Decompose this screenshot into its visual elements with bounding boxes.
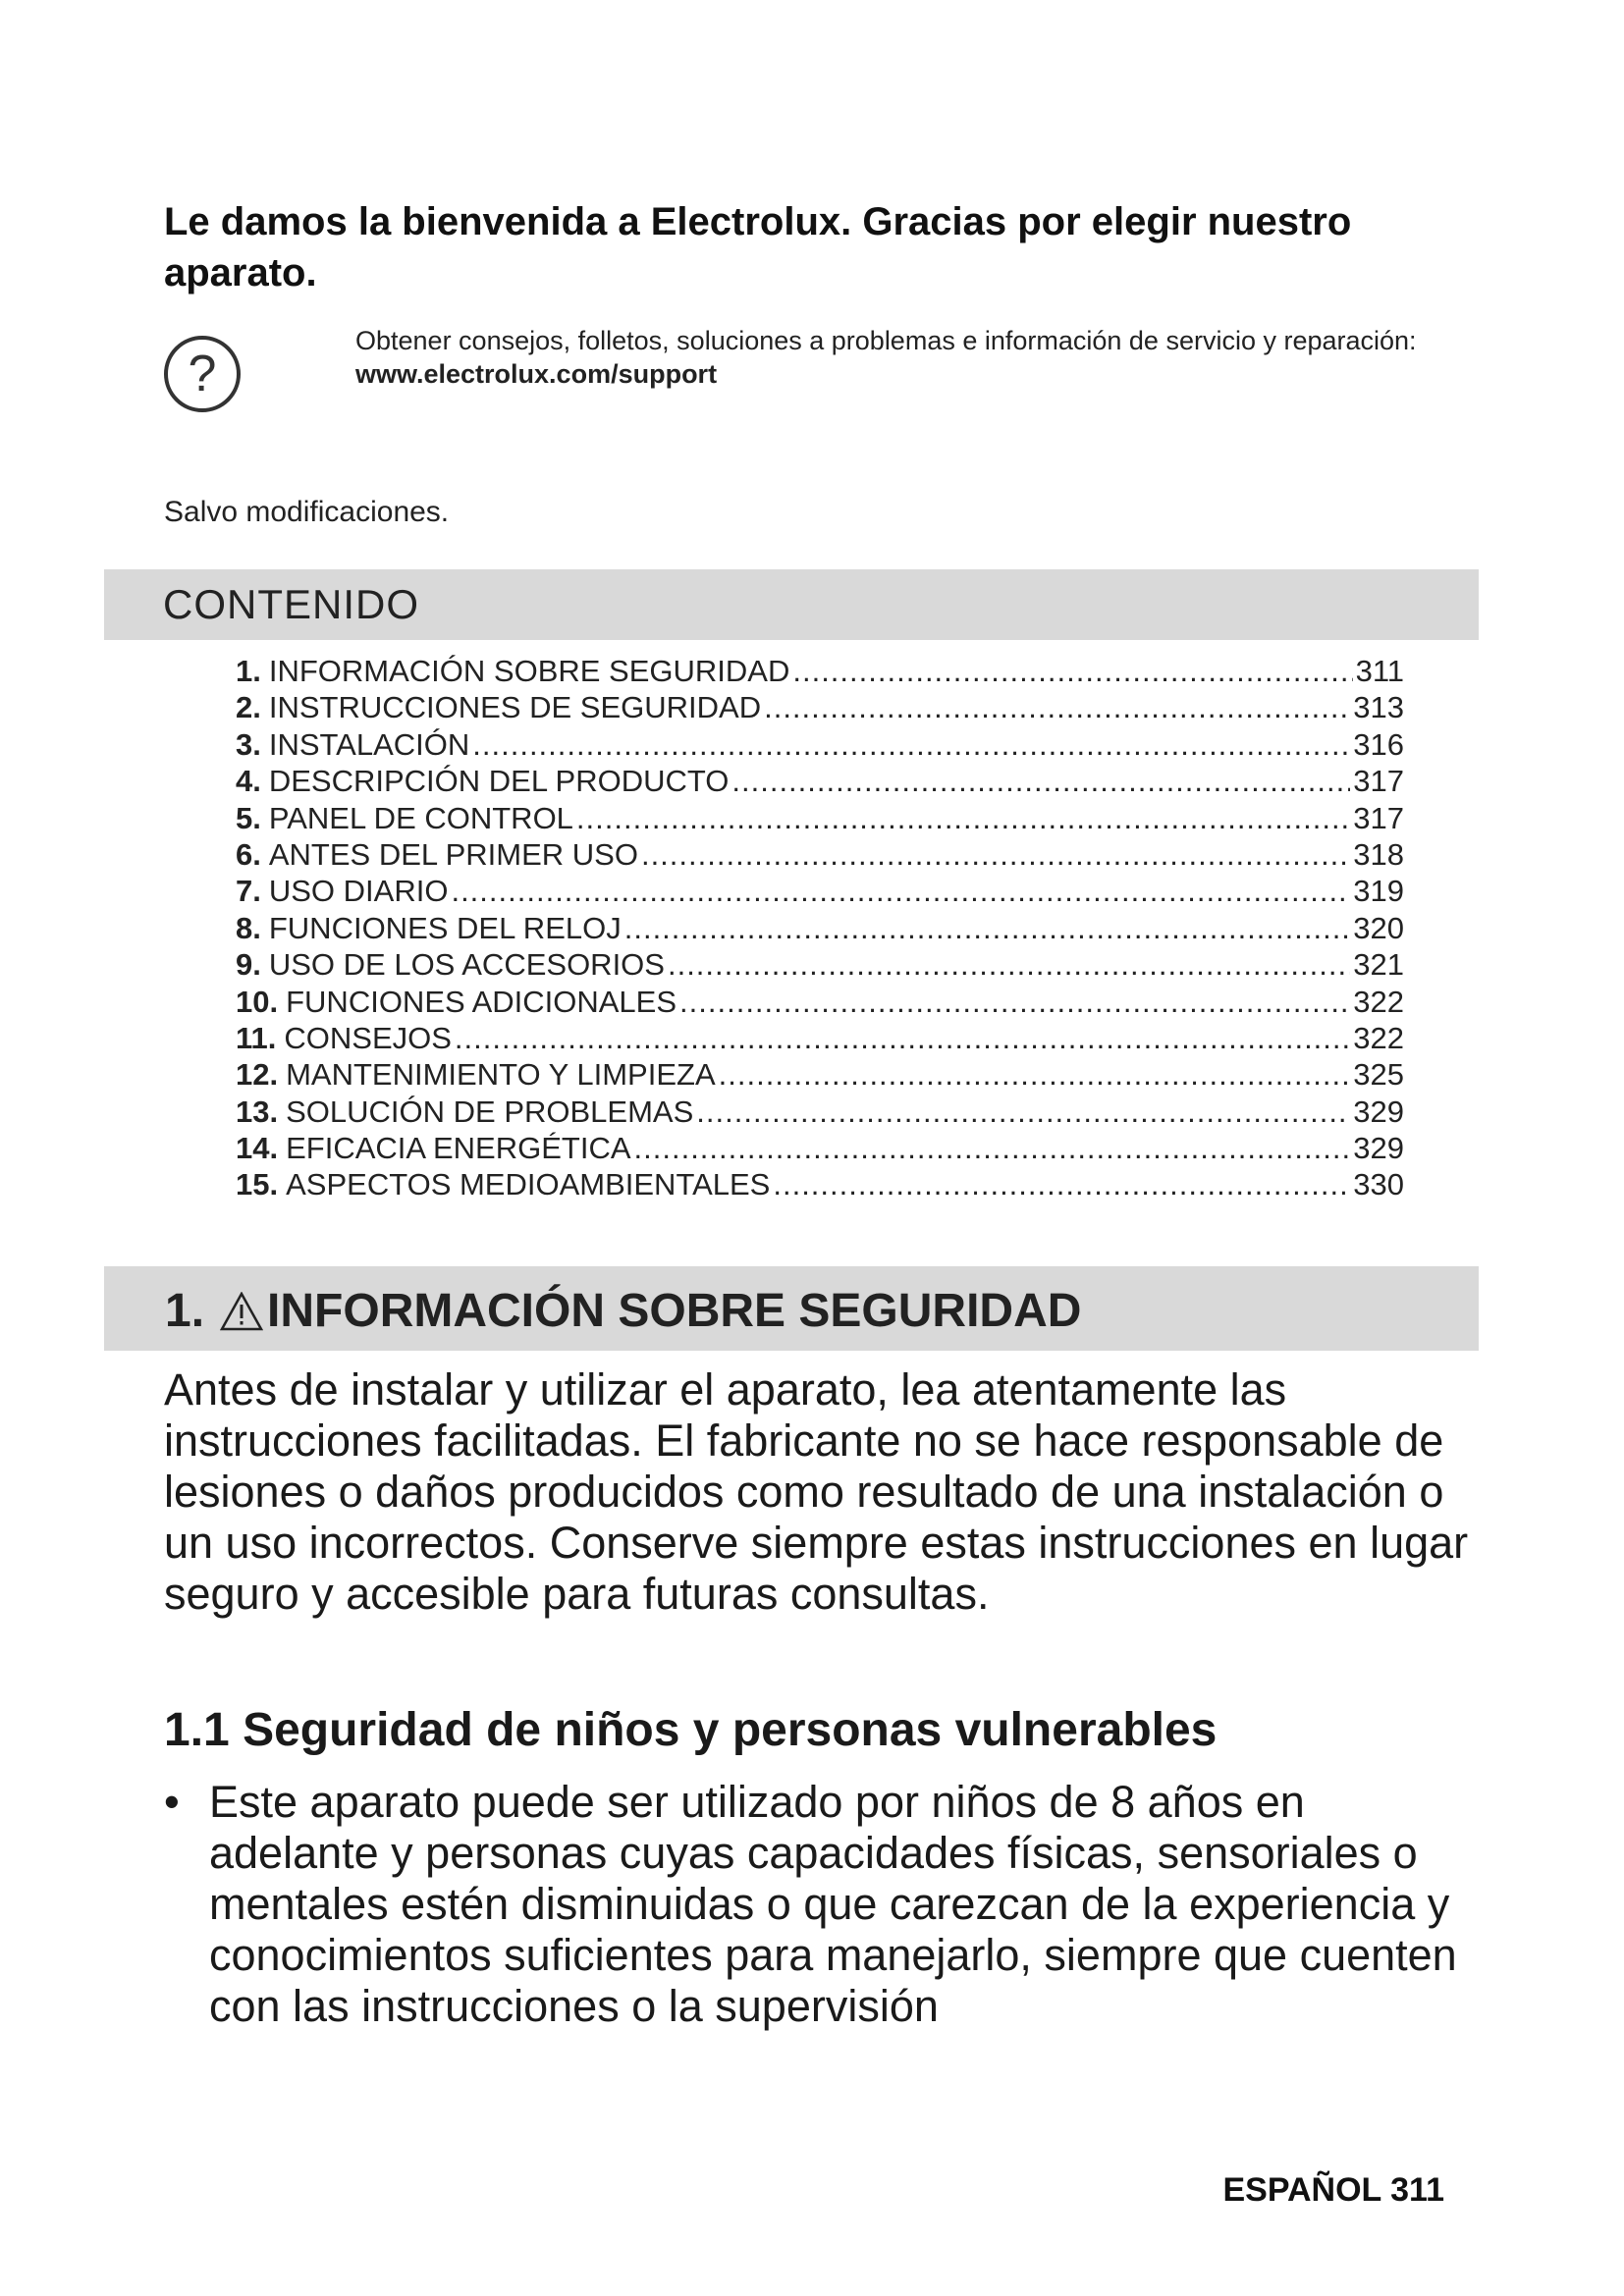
toc-leader-dots	[668, 946, 1350, 983]
toc-leader-dots	[792, 653, 1352, 689]
toc-entry-number: 1.	[236, 654, 261, 688]
toc-entry-label: FUNCIONES ADICIONALES	[286, 984, 677, 1019]
section-header-bar	[104, 1266, 1479, 1351]
toc-leader-dots	[624, 910, 1351, 946]
toc-leader-dots	[764, 689, 1350, 725]
toc-entry-page: 329	[1353, 1131, 1404, 1166]
toc-entry-page: 329	[1353, 1094, 1404, 1129]
toc-entry-number: 9.	[236, 947, 261, 983]
toc-leader-dots	[679, 984, 1350, 1020]
subject-to-change-note: Salvo modificaciones.	[164, 496, 450, 528]
section-title	[165, 1284, 1081, 1338]
toc-entry-label: INSTRUCCIONES DE SEGURIDAD	[268, 690, 762, 725]
toc-entry[interactable]	[236, 836, 1404, 873]
toc-entry-number: 2.	[236, 690, 261, 725]
contents-title: CONTENIDO	[163, 581, 419, 627]
toc-entry[interactable]	[236, 946, 1404, 983]
toc-entry-page: 313	[1353, 690, 1404, 725]
toc-entry[interactable]	[236, 1056, 1404, 1093]
toc-entry-label: USO DE LOS ACCESORIOS	[268, 947, 665, 983]
toc-entry-number: 12.	[236, 1057, 279, 1093]
toc-entry-label: INSTALACIÓN	[268, 726, 470, 762]
toc-entry-label: EFICACIA ENERGÉTICA	[286, 1131, 631, 1166]
toc-entry-page: 317	[1353, 764, 1404, 799]
toc-entry-page: 316	[1353, 726, 1404, 762]
toc-entry-number: 14.	[236, 1131, 279, 1166]
toc-entry-page: 311	[1355, 654, 1404, 688]
support-block	[164, 324, 1440, 442]
toc-leader-dots	[576, 800, 1350, 836]
contents-header-bar	[104, 569, 1479, 640]
help-icon: ?	[164, 336, 241, 412]
toc-leader-dots	[731, 763, 1350, 799]
support-description: Obtener consejos, folletos, soluciones a problemas e información de servicio y reparación:	[355, 326, 1417, 355]
toc-entry-number: 13.	[236, 1094, 279, 1129]
toc-leader-dots	[634, 1130, 1351, 1166]
toc-entry-number: 4.	[236, 764, 261, 799]
toc-entry-number: 15.	[236, 1167, 279, 1202]
toc-entry[interactable]	[236, 1094, 1404, 1130]
toc-entry-page: 322	[1353, 1020, 1404, 1055]
toc-entry[interactable]	[236, 689, 1404, 725]
toc-entry-page: 318	[1353, 836, 1404, 872]
toc-entry-label: SOLUCIÓN DE PROBLEMAS	[286, 1094, 694, 1129]
toc-entry-number: 8.	[236, 910, 261, 945]
toc-entry[interactable]	[236, 726, 1404, 763]
toc-entry[interactable]	[236, 1020, 1404, 1056]
toc-entry-label: CONSEJOS	[284, 1020, 452, 1055]
toc-entry-number: 7.	[236, 874, 261, 909]
toc-leader-dots	[696, 1094, 1350, 1130]
toc-entry[interactable]	[236, 763, 1404, 799]
toc-entry[interactable]	[236, 910, 1404, 946]
toc-entry-label: DESCRIPCIÓN DEL PRODUCTO	[268, 764, 730, 799]
toc-entry-label: ASPECTOS MEDIOAMBIENTALES	[286, 1167, 771, 1202]
section-title-text: INFORMACIÓN SOBRE SEGURIDAD	[267, 1285, 1082, 1337]
toc-leader-dots	[455, 1020, 1350, 1056]
toc-entry[interactable]	[236, 1166, 1404, 1202]
welcome-heading: Le damos la bienvenida a Electrolux. Gracias por elegir nuestro aparato.	[164, 200, 1352, 294]
toc-entry-label: USO DIARIO	[268, 874, 449, 909]
toc-entry[interactable]	[236, 1130, 1404, 1166]
toc-entry-page: 320	[1353, 910, 1404, 945]
toc-entry-label: PANEL DE CONTROL	[268, 800, 573, 835]
toc-leader-dots	[719, 1056, 1351, 1093]
toc-entry[interactable]	[236, 984, 1404, 1020]
bullet-text: Este aparato puede ser utilizado por niños de 8 años en adelante y personas cuyas capacidades físicas, sensoriales o mentales estén disminuidas o que carezcan de la experiencia y conocimientos suficientes para manejarlo, siempre que cuenten con las instrucciones o la supervisión	[209, 1777, 1457, 2031]
toc-entry-page: 321	[1353, 947, 1404, 983]
toc-entry-label: FUNCIONES DEL RELOJ	[268, 910, 622, 945]
toc-entry-number: 5.	[236, 800, 261, 835]
toc-leader-dots	[641, 836, 1350, 873]
toc-leader-dots	[472, 726, 1350, 763]
toc-entry[interactable]	[236, 800, 1404, 836]
toc-entry-number: 6.	[236, 836, 261, 872]
toc-entry-label: MANTENIMIENTO Y LIMPIEZA	[286, 1057, 716, 1093]
toc-entry[interactable]	[236, 873, 1404, 909]
toc-entry-page: 319	[1353, 874, 1404, 909]
toc-entry-number: 3.	[236, 726, 261, 762]
toc-entry-page: 330	[1353, 1167, 1404, 1202]
table-of-contents	[236, 653, 1404, 1203]
toc-entry-label: INFORMACIÓN SOBRE SEGURIDAD	[268, 654, 790, 688]
toc-entry-page: 317	[1353, 800, 1404, 835]
safety-intro-paragraph: Antes de instalar y utilizar el aparato, lea atentamente las instrucciones facilitadas. El fabricante no se hace responsable de lesiones o daños producidos como resultado de una instalación o un uso incorrectos. Conserve siempre estas instrucciones en lugar seguro y accesible para futuras consultas.	[164, 1364, 1469, 1619]
toc-entry[interactable]	[236, 653, 1404, 689]
support-url-link[interactable]: www.electrolux.com/support	[355, 359, 718, 389]
toc-leader-dots	[773, 1166, 1350, 1202]
toc-entry-number: 10.	[236, 984, 279, 1019]
toc-entry-page: 322	[1353, 984, 1404, 1019]
section-number: 1.	[165, 1285, 205, 1337]
subsection-title: 1.1 Seguridad de niños y personas vulnerables	[164, 1704, 1218, 1756]
toc-leader-dots	[451, 873, 1350, 909]
warning-icon	[220, 1292, 263, 1331]
toc-entry-number: 11.	[236, 1020, 277, 1055]
support-text-block	[355, 324, 1514, 391]
toc-entry-page: 325	[1353, 1057, 1404, 1093]
toc-entry-label: ANTES DEL PRIMER USO	[268, 836, 638, 872]
list-item	[164, 1777, 1480, 2032]
page-footer: ESPAÑOL 311	[1222, 2171, 1444, 2209]
bullet-icon: •	[164, 1777, 180, 1827]
